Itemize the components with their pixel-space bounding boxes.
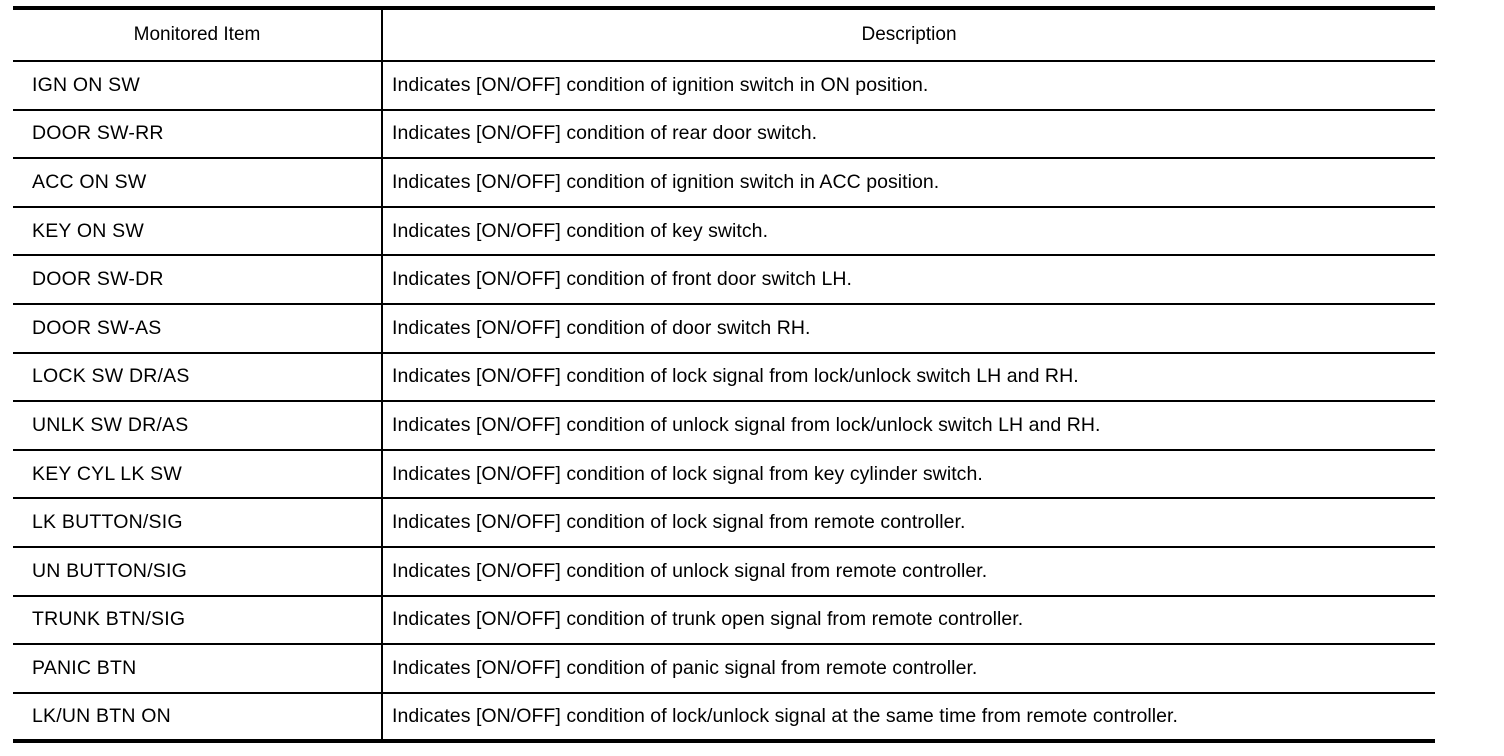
description-cell: Indicates [ON/OFF] condition of door switch RH.	[382, 304, 1435, 353]
description-cell: Indicates [ON/OFF] condition of unlock signal from remote controller.	[382, 547, 1435, 596]
description-cell: Indicates [ON/OFF] condition of lock signal from key cylinder switch.	[382, 450, 1435, 499]
monitored-item-cell: UNLK SW DR/AS	[13, 401, 382, 450]
table-row	[13, 207, 1435, 256]
table-row	[13, 596, 1435, 645]
table-row	[13, 353, 1435, 402]
table-row	[13, 110, 1435, 159]
description-cell: Indicates [ON/OFF] condition of rear door switch.	[382, 110, 1435, 159]
table-row	[13, 450, 1435, 499]
table-row	[13, 498, 1435, 547]
monitored-item-cell: IGN ON SW	[13, 61, 382, 110]
table-row	[13, 644, 1435, 693]
header-description: Description	[382, 8, 1435, 61]
monitored-item-cell: TRUNK BTN/SIG	[13, 596, 382, 645]
monitor-item-table-container	[13, 6, 1435, 743]
description-cell: Indicates [ON/OFF] condition of ignition switch in ACC position.	[382, 158, 1435, 207]
table-row	[13, 401, 1435, 450]
description-cell: Indicates [ON/OFF] condition of panic signal from remote controller.	[382, 644, 1435, 693]
header-monitored-item: Monitored Item	[13, 8, 382, 61]
description-cell: Indicates [ON/OFF] condition of lock signal from remote controller.	[382, 498, 1435, 547]
monitored-item-cell: UN BUTTON/SIG	[13, 547, 382, 596]
header-row	[13, 8, 1435, 61]
monitored-item-cell: LOCK SW DR/AS	[13, 353, 382, 402]
table-header	[13, 8, 1435, 61]
monitored-item-cell: KEY CYL LK SW	[13, 450, 382, 499]
monitored-item-cell: LK BUTTON/SIG	[13, 498, 382, 547]
table-row	[13, 158, 1435, 207]
monitored-item-cell: DOOR SW-RR	[13, 110, 382, 159]
description-cell: Indicates [ON/OFF] condition of front door switch LH.	[382, 255, 1435, 304]
description-cell: Indicates [ON/OFF] condition of ignition switch in ON position.	[382, 61, 1435, 110]
monitored-item-cell: DOOR SW-AS	[13, 304, 382, 353]
description-cell: Indicates [ON/OFF] condition of key switch.	[382, 207, 1435, 256]
description-cell: Indicates [ON/OFF] condition of trunk open signal from remote controller.	[382, 596, 1435, 645]
monitor-item-table	[13, 6, 1435, 743]
table-row	[13, 693, 1435, 742]
description-cell: Indicates [ON/OFF] condition of lock signal from lock/unlock switch LH and RH.	[382, 353, 1435, 402]
table-body	[13, 61, 1435, 741]
monitored-item-cell: PANIC BTN	[13, 644, 382, 693]
table-row	[13, 304, 1435, 353]
description-cell: Indicates [ON/OFF] condition of lock/unlock signal at the same time from remote controller.	[382, 693, 1435, 742]
monitored-item-cell: DOOR SW-DR	[13, 255, 382, 304]
table-row	[13, 255, 1435, 304]
monitored-item-cell: KEY ON SW	[13, 207, 382, 256]
table-row	[13, 547, 1435, 596]
description-cell: Indicates [ON/OFF] condition of unlock signal from lock/unlock switch LH and RH.	[382, 401, 1435, 450]
table-row	[13, 61, 1435, 110]
monitored-item-cell: LK/UN BTN ON	[13, 693, 382, 742]
monitored-item-cell: ACC ON SW	[13, 158, 382, 207]
